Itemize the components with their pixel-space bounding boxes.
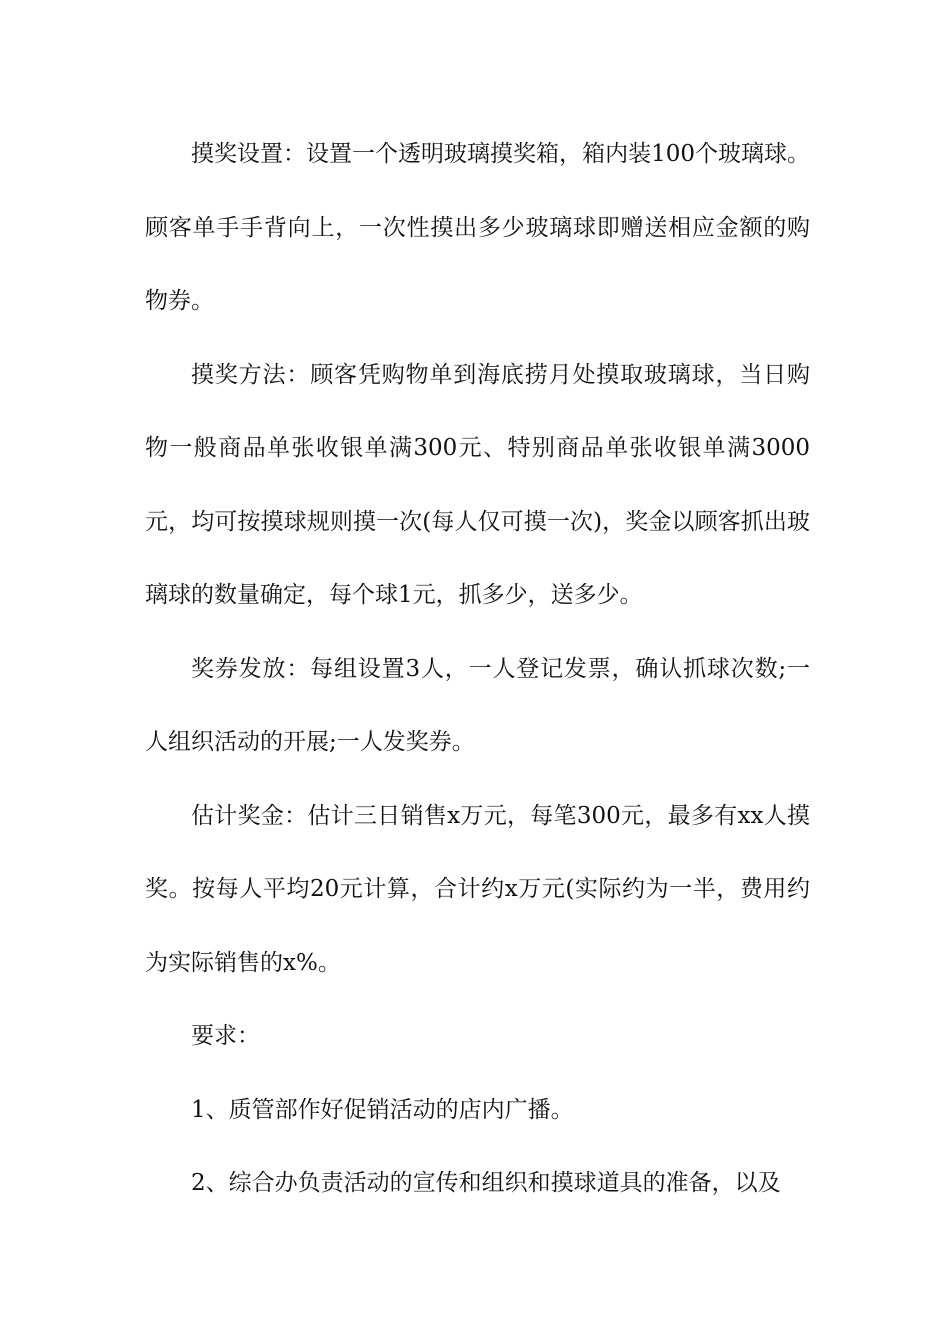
paragraph-prize-method: 摸奖方法：顾客凭购物单到海底捞月处摸取玻璃球，当日购物一般商品单张收银单满300元、特别商品单张收银单满3000元，均可按摸球规则摸一次(每人仅可摸一次)，奖金以顾客抓出玻璃球的数量确定，每个球1元，抓多少，送多少。 [145,361,810,608]
paragraph-prize-setup: 摸奖设置：设置一个透明玻璃摸奖箱，箱内装100个玻璃球。顾客单手手背向上，一次性摸出多少玻璃球即赠送相应金额的购物券。 [145,141,810,314]
paragraph-requirement-2: 2、综合办负责活动的宣传和组织和摸球道具的准备，以及 [191,1170,781,1196]
paragraph-requirement-1: 1、质管部作好促销活动的店内广播。 [191,1096,574,1123]
document-body [145,118,810,1221]
paragraph-requirements-heading: 要求： [191,1023,260,1049]
paragraph-estimated-prize: 估计奖金：估计三日销售x万元，每笔300元，最多有xx人摸奖。按每人平均20元计算，合计约x万元(实际约为一半，费用约为实际销售的x%。 [145,802,810,976]
paragraph-voucher-distribution: 奖券发放：每组设置3人，一人登记发票，确认抓球次数;一人组织活动的开展;一人发奖券。 [145,655,810,755]
